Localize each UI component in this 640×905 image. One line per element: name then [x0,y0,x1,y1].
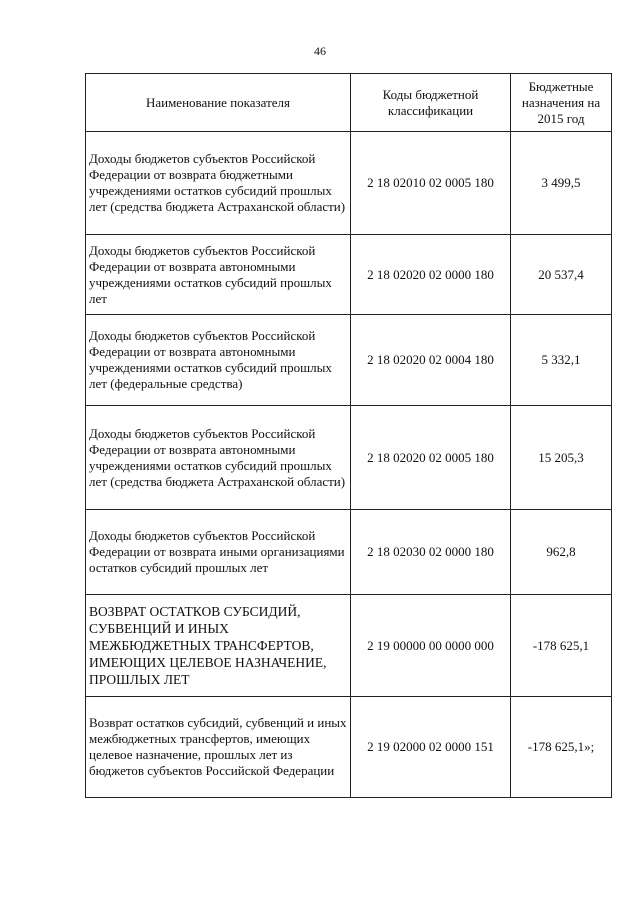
row-indicator-name: Доходы бюджетов субъектов Российской Федерации от возврата автономными учреждениями остатков субсидий прошлых лет [86,235,351,315]
table-row [86,315,612,406]
row-budget-amount: -178 625,1 [511,595,612,697]
table-row [86,132,612,235]
row-budget-amount: 5 332,1 [511,315,612,406]
header-indicator-name: Наименование показателя [86,74,351,132]
table-row [86,697,612,798]
row-budget-amount: 15 205,3 [511,406,612,510]
row-indicator-name: ВОЗВРАТ ОСТАТКОВ СУБСИДИЙ, СУБВЕНЦИЙ И ИНЫХ МЕЖБЮДЖЕТНЫХ ТРАНСФЕРТОВ, ИМЕЮЩИХ ЦЕЛЕВОЕ НАЗНАЧЕНИЕ, ПРОШЛЫХ ЛЕТ [86,595,351,697]
header-classification-code: Коды бюджетной классификации [351,74,511,132]
row-indicator-name: Возврат остатков субсидий, субвенций и иных межбюджетных трансфертов, имеющих целевое назначение, прошлых лет из бюджетов субъектов Российской Федерации [86,697,351,798]
page-number: 46 [314,44,326,58]
row-indicator-name: Доходы бюджетов субъектов Российской Федерации от возврата иными организациями остатков субсидий прошлых лет [86,510,351,595]
table-row [86,510,612,595]
row-classification-code: 2 18 02020 02 0000 180 [351,235,511,315]
row-indicator-name: Доходы бюджетов субъектов Российской Федерации от возврата автономными учреждениями остатков субсидий прошлых лет (средства бюджета Астраханской области) [86,406,351,510]
row-budget-amount: -178 625,1»; [511,697,612,798]
row-indicator-name: Доходы бюджетов субъектов Российской Федерации от возврата бюджетными учреждениями остатков субсидий прошлых лет (средства бюджета Астраханской области) [86,132,351,235]
row-budget-amount: 3 499,5 [511,132,612,235]
row-classification-code: 2 18 02010 02 0005 180 [351,132,511,235]
table-header-row [86,74,612,132]
budget-table [85,73,612,798]
row-classification-code: 2 18 02020 02 0005 180 [351,406,511,510]
row-classification-code: 2 18 02030 02 0000 180 [351,510,511,595]
row-classification-code: 2 18 02020 02 0004 180 [351,315,511,406]
row-indicator-name: Доходы бюджетов субъектов Российской Федерации от возврата автономными учреждениями остатков субсидий прошлых лет (федеральные средства) [86,315,351,406]
row-budget-amount: 20 537,4 [511,235,612,315]
table-row [86,595,612,697]
table-row [86,235,612,315]
row-classification-code: 2 19 00000 00 0000 000 [351,595,511,697]
row-budget-amount: 962,8 [511,510,612,595]
table-row [86,406,612,510]
header-budget-amount: Бюджетные назначения на 2015 год [511,74,612,132]
row-classification-code: 2 19 02000 02 0000 151 [351,697,511,798]
